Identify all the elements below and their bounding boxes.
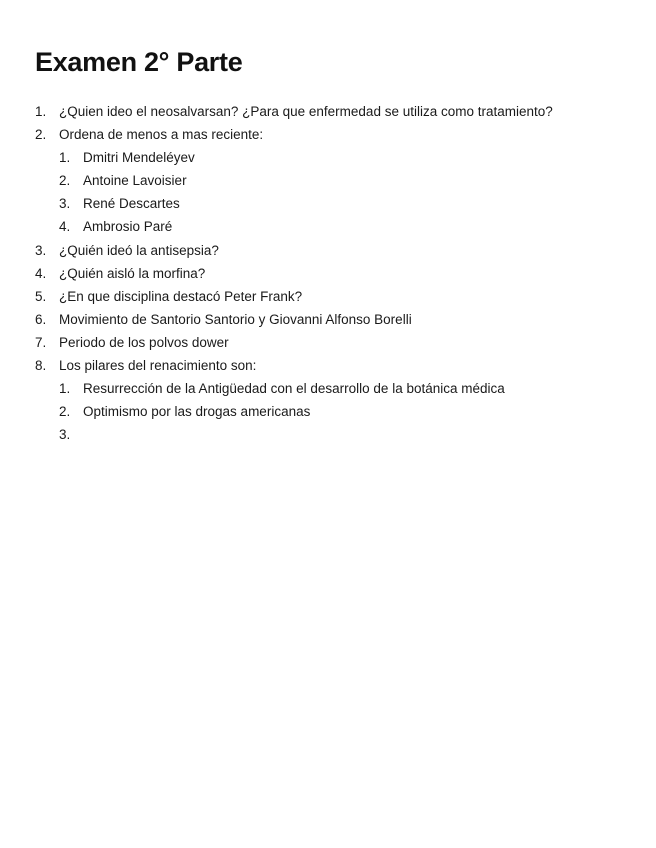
item-text: Ambrosio Paré bbox=[83, 219, 173, 235]
item-number: 3. bbox=[59, 196, 71, 212]
item-text: René Descartes bbox=[83, 196, 180, 212]
item-text: Los pilares del renacimiento son: bbox=[59, 358, 257, 374]
item-text: ¿Quién ideó la antisepsia? bbox=[59, 242, 219, 258]
item-number: 4. bbox=[35, 265, 47, 281]
item-text: Movimiento de Santorio Santorio y Giovanni Alfonso Borelli bbox=[59, 311, 412, 327]
item-text: Ordena de menos a mas reciente: bbox=[59, 127, 264, 143]
item-number: 3. bbox=[59, 427, 71, 443]
item-text: Optimismo por las drogas americanas bbox=[83, 404, 311, 420]
item-number: 5. bbox=[35, 288, 47, 304]
item-number: 1. bbox=[35, 104, 47, 119]
item-number: 2. bbox=[59, 404, 71, 420]
item-number: 6. bbox=[35, 311, 47, 327]
item-number: 1. bbox=[59, 381, 71, 397]
item-number: 8. bbox=[35, 358, 47, 374]
item-number: 3. bbox=[35, 242, 47, 258]
item-text: ¿Quién aisló la morfina? bbox=[59, 265, 206, 281]
item-number: 2. bbox=[35, 127, 47, 143]
item-text: ¿Quien ideo el neosalvarsan? ¿Para que enfermedad se utiliza como tratamiento? bbox=[59, 104, 553, 119]
item-text: Periodo de los polvos dower bbox=[59, 334, 229, 350]
item-number: 7. bbox=[35, 334, 47, 350]
item-number: 1. bbox=[59, 150, 71, 166]
page-title: Examen 2° Parte bbox=[35, 47, 243, 77]
item-number: 2. bbox=[59, 173, 71, 189]
item-text: ¿En que disciplina destacó Peter Frank? bbox=[59, 288, 303, 304]
item-text: Antoine Lavoisier bbox=[83, 173, 187, 189]
item-text: Resurrección de la Antigüedad con el desarrollo de la botánica médica bbox=[83, 381, 505, 397]
item-text: Dmitri Mendeléyev bbox=[83, 150, 195, 166]
item-number: 4. bbox=[59, 219, 71, 235]
